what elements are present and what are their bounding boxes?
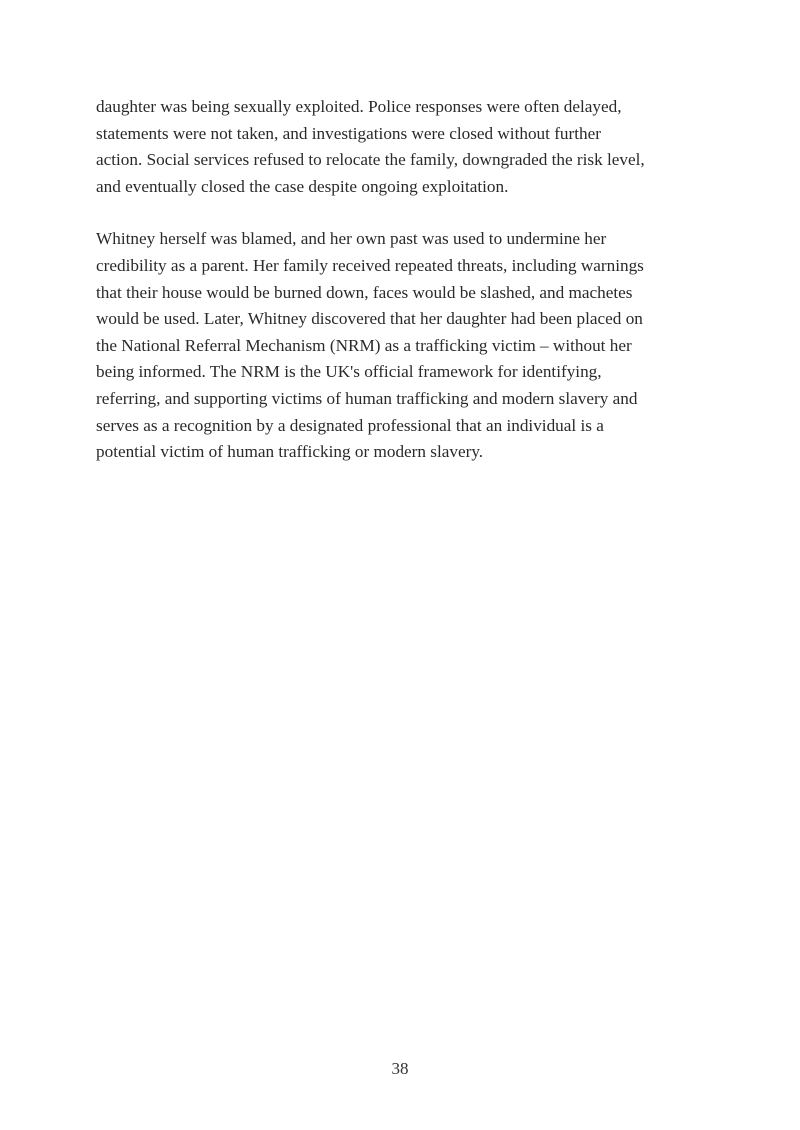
- text-line: the National Referral Mechanism (NRM) as a trafficking victim – without her: [96, 335, 632, 355]
- page-number: 38: [391, 1059, 409, 1078]
- text-line: that their house would be burned down, faces would be slashed, and machetes: [96, 282, 633, 302]
- text-line: action. Social services refused to relocate the family, downgraded the risk level,: [96, 150, 645, 170]
- text-line: Whitney herself was blamed, and her own past was used to undermine her: [96, 229, 607, 249]
- text-line: credibility as a parent. Her family received repeated threats, including warnings: [96, 255, 644, 275]
- paragraph-2: [96, 226, 686, 465]
- text-line: potential victim of human trafficking or modern slavery.: [96, 442, 484, 462]
- text-line: would be used. Later, Whitney discovered that her daughter had been placed on: [96, 309, 643, 329]
- text-line: statements were not taken, and investigations were closed without further: [96, 123, 601, 143]
- text-line: serves as a recognition by a designated professional that an individual is a: [96, 415, 604, 435]
- text-line: being informed. The NRM is the UK's official framework for identifying,: [96, 362, 602, 382]
- body-text: [96, 94, 686, 466]
- text-line: referring, and supporting victims of human trafficking and modern slavery and: [96, 388, 638, 408]
- text-line: daughter was being sexually exploited. Police responses were often delayed,: [96, 97, 622, 116]
- text-line: and eventually closed the case despite ongoing exploitation.: [96, 176, 509, 196]
- paragraph-1: [96, 94, 686, 200]
- paragraph-spacer: [96, 200, 686, 226]
